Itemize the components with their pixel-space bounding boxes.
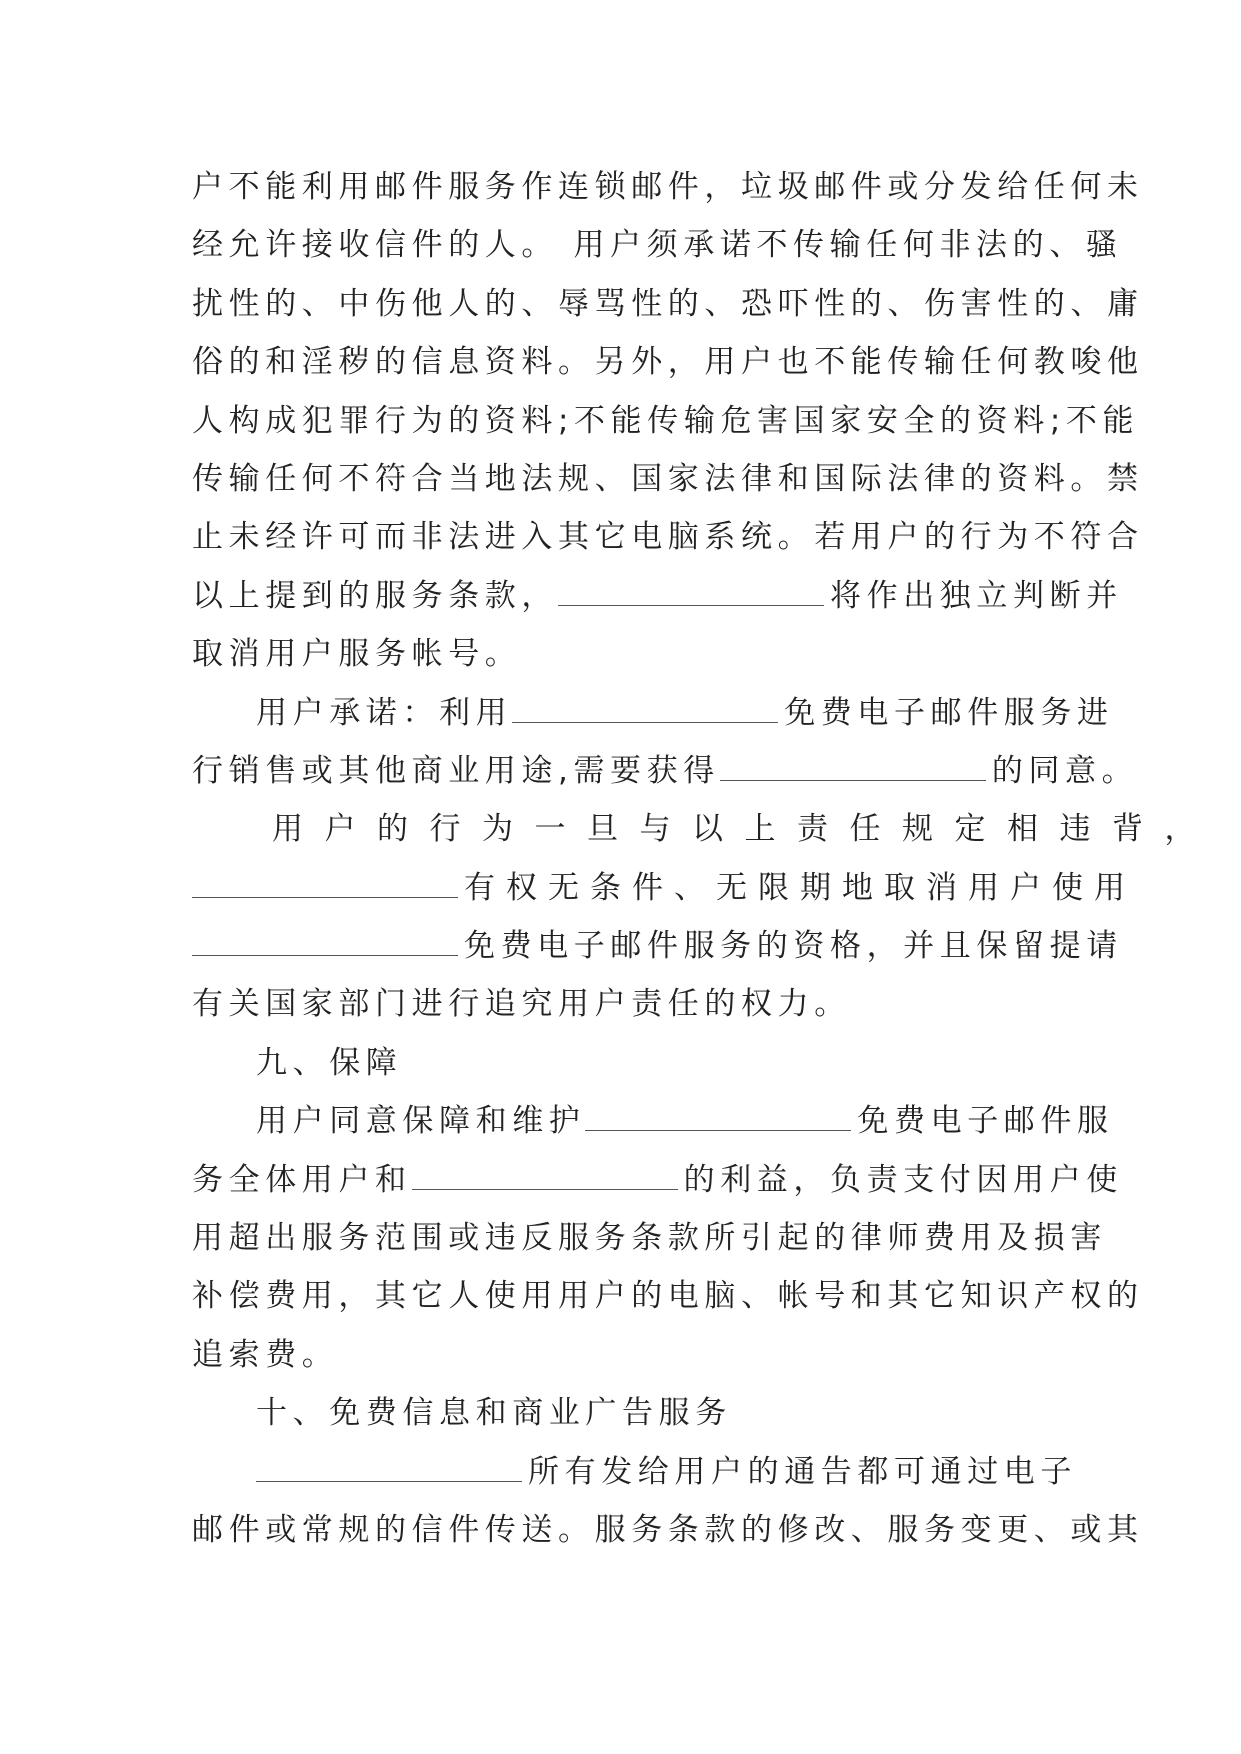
body-line [192,975,1052,1033]
body-line [192,275,1144,333]
line-text: 以上提到的服务条款， [192,577,558,614]
fill-in-blank [256,1455,522,1482]
section-heading [192,1034,1052,1092]
line-text: 用户的行为一旦与以上责任规定相违背， [272,811,1217,848]
line-text: 取消用户服务帐号。 [192,636,522,673]
body-line [192,333,1144,391]
body-line [192,1151,1123,1209]
line-text: 补偿费用，其它人使用用户的电脑、帐号和其它知识产权的 [192,1278,1144,1315]
line-text: 用户承诺：利用 [256,694,513,731]
body-line [192,1267,1144,1325]
line-text: 用户同意保障和维护 [256,1103,586,1140]
line-text-after-blank: 有权无条件、无限期地取消用户使用 [464,869,1136,906]
line-text: 有关国家部门进行追究用户责任的权力。 [192,986,851,1023]
body-line [192,216,1123,274]
line-text: 追索费。 [192,1336,339,1373]
body-line [192,800,1217,858]
fill-in-blank [192,929,458,956]
body-line [192,742,1139,800]
body-line [192,1326,1052,1384]
body-line [192,917,1123,975]
line-text-after-blank: 所有发给用户的通告都可通过电子 [528,1453,1077,1490]
line-text: 邮件或常规的信件传送。服务条款的修改、服务变更、或其 [192,1511,1144,1548]
body-line [192,508,1144,566]
line-text: 扰性的、中伤他人的、辱骂性的、恐吓性的、伤害性的、庸 [192,285,1144,322]
line-text: 经允许接收信件的人。 用户须承诺不传输任何非法的、骚 [192,227,1123,264]
line-text: 务全体用户和 [192,1161,412,1198]
line-text: 行销售或其他商业用途,需要获得 [192,752,720,789]
fill-in-blank [412,1163,678,1190]
line-text-after-blank: 的利益，负责支付因用户使 [683,1161,1123,1198]
line-text: 人构成犯罪行为的资料;不能传输危害国家安全的资料;不能 [192,402,1140,439]
body-line [192,450,1144,508]
line-text: 俗的和淫秽的信息资料。另外，用户也不能传输任何教唆他 [192,344,1144,381]
line-text-after-blank: 的同意。 [991,752,1139,789]
body-line [192,1501,1144,1559]
line-text: 止未经许可而非法进入其它电脑系统。若用户的行为不符合 [192,519,1144,556]
line-text: 用超出服务范围或违反服务条款所引起的律师费用及损害 [192,1220,1107,1257]
body-line [192,1092,1114,1150]
body-line [192,625,1052,683]
line-text-after-blank: 免费电子邮件服务的资格，并且保留提请 [464,928,1123,965]
fill-in-blank [585,1104,851,1131]
line-text-after-blank: 将作出独立判断并 [830,577,1123,614]
document-page [192,158,1217,1559]
body-line [192,1209,1107,1267]
line-text-after-blank: 免费电子邮件服务进 [784,694,1114,731]
fill-in-blank [720,754,986,781]
section-heading [192,1384,1052,1442]
line-text: 户不能利用邮件服务作连锁邮件，垃圾邮件或分发给任何未 [192,169,1144,205]
line-text: 九、保障 [256,1044,403,1081]
body-line [192,392,1140,450]
body-line [192,1443,1077,1501]
body-line [192,158,1144,216]
body-line [192,684,1114,742]
line-text: 传输任何不符合当地法规、国家法律和国际法律的资料。禁 [192,460,1144,497]
fill-in-blank [512,696,778,723]
line-text: 十、免费信息和商业广告服务 [256,1395,732,1432]
body-line [192,567,1123,625]
fill-in-blank [192,871,458,898]
body-line [192,859,1136,917]
line-text-after-blank: 免费电子邮件服 [857,1103,1114,1140]
fill-in-blank [558,579,824,606]
